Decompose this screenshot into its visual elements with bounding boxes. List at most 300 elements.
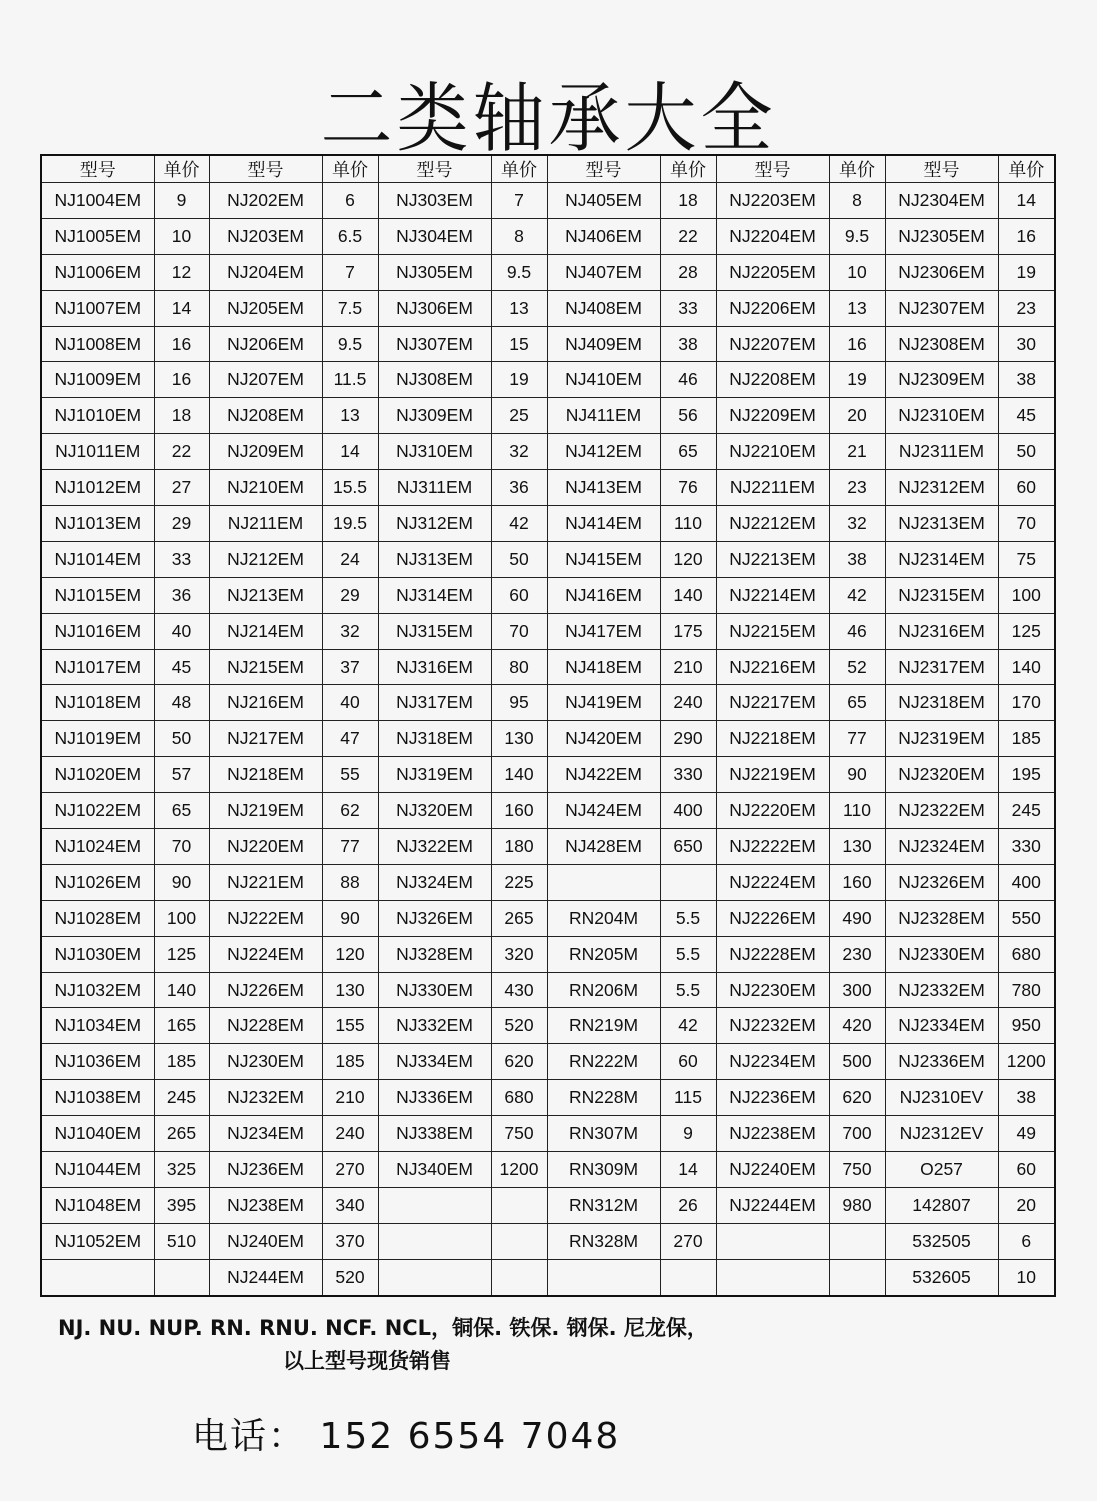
- price-cell: 700: [829, 1116, 885, 1152]
- model-cell: NJ217EM: [209, 721, 322, 757]
- model-cell: NJ1007EM: [41, 290, 154, 326]
- phone-number: 电话： 152 6554 7048: [192, 1416, 621, 1457]
- column-header-model: 型号: [885, 155, 998, 183]
- model-cell: NJ2336EM: [885, 1044, 998, 1080]
- price-cell: 42: [829, 577, 885, 613]
- model-cell: NJ2332EM: [885, 972, 998, 1008]
- price-cell: 27: [154, 470, 209, 506]
- price-cell: 1200: [491, 1152, 547, 1188]
- model-cell: NJ1022EM: [41, 793, 154, 829]
- model-cell: NJ2306EM: [885, 254, 998, 290]
- table-row: [41, 254, 1055, 290]
- model-cell: NJ1018EM: [41, 685, 154, 721]
- model-cell: NJ230EM: [209, 1044, 322, 1080]
- model-cell: NJ2216EM: [716, 649, 829, 685]
- model-cell: NJ409EM: [547, 326, 660, 362]
- model-cell: NJ1019EM: [41, 721, 154, 757]
- price-cell: [154, 1259, 209, 1296]
- model-cell: NJ207EM: [209, 362, 322, 398]
- price-cell: 46: [829, 613, 885, 649]
- model-cell: NJ2317EM: [885, 649, 998, 685]
- price-cell: 510: [154, 1223, 209, 1259]
- price-cell: 11.5: [322, 362, 378, 398]
- price-cell: 650: [660, 829, 716, 865]
- price-cell: 7: [322, 254, 378, 290]
- price-cell: 130: [829, 829, 885, 865]
- price-cell: [491, 1259, 547, 1296]
- model-cell: NJ316EM: [378, 649, 491, 685]
- model-cell: NJ306EM: [378, 290, 491, 326]
- price-cell: 65: [660, 434, 716, 470]
- price-cell: 22: [154, 434, 209, 470]
- price-cell: 19: [829, 362, 885, 398]
- model-cell: NJ1020EM: [41, 757, 154, 793]
- model-cell: NJ424EM: [547, 793, 660, 829]
- price-cell: 750: [829, 1152, 885, 1188]
- model-cell: NJ2234EM: [716, 1044, 829, 1080]
- price-cell: 395: [154, 1187, 209, 1223]
- model-cell: NJ2314EM: [885, 541, 998, 577]
- price-cell: 110: [660, 506, 716, 542]
- price-cell: 77: [829, 721, 885, 757]
- model-cell: RN222M: [547, 1044, 660, 1080]
- model-cell: NJ232EM: [209, 1080, 322, 1116]
- price-cell: 40: [154, 613, 209, 649]
- price-cell: 16: [154, 362, 209, 398]
- model-cell: NJ2309EM: [885, 362, 998, 398]
- price-cell: 37: [322, 649, 378, 685]
- price-cell: 290: [660, 721, 716, 757]
- model-cell: NJ324EM: [378, 864, 491, 900]
- model-cell: RN309M: [547, 1152, 660, 1188]
- model-cell: NJ1005EM: [41, 218, 154, 254]
- column-header-price: 单价: [998, 155, 1055, 183]
- price-cell: 45: [154, 649, 209, 685]
- price-cell: 240: [660, 685, 716, 721]
- model-cell: NJ2219EM: [716, 757, 829, 793]
- model-cell: NJ1052EM: [41, 1223, 154, 1259]
- model-cell: NJ1017EM: [41, 649, 154, 685]
- model-cell: NJ1048EM: [41, 1187, 154, 1223]
- table-row: [41, 326, 1055, 362]
- model-cell: NJ238EM: [209, 1187, 322, 1223]
- model-cell: [378, 1223, 491, 1259]
- model-cell: NJ422EM: [547, 757, 660, 793]
- table-row: [41, 721, 1055, 757]
- model-cell: RN205M: [547, 936, 660, 972]
- model-cell: NJ226EM: [209, 972, 322, 1008]
- price-cell: 77: [322, 829, 378, 865]
- price-cell: 340: [322, 1187, 378, 1223]
- price-cell: 130: [322, 972, 378, 1008]
- price-cell: 55: [322, 757, 378, 793]
- model-cell: NJ305EM: [378, 254, 491, 290]
- price-cell: 19: [998, 254, 1055, 290]
- model-cell: RN328M: [547, 1223, 660, 1259]
- model-cell: NJ2211EM: [716, 470, 829, 506]
- price-cell: 20: [998, 1187, 1055, 1223]
- model-cell: NJ414EM: [547, 506, 660, 542]
- column-header-price: 单价: [322, 155, 378, 183]
- model-cell: 532505: [885, 1223, 998, 1259]
- price-cell: 110: [829, 793, 885, 829]
- price-cell: 56: [660, 398, 716, 434]
- table-row: [41, 506, 1055, 542]
- price-cell: [491, 1223, 547, 1259]
- model-cell: NJ1036EM: [41, 1044, 154, 1080]
- table-row: [41, 685, 1055, 721]
- price-cell: 520: [322, 1259, 378, 1296]
- column-header-price: 单价: [660, 155, 716, 183]
- model-cell: [716, 1259, 829, 1296]
- price-cell: 38: [998, 1080, 1055, 1116]
- price-cell: 5.5: [660, 936, 716, 972]
- table-row: [41, 290, 1055, 326]
- price-cell: 15.5: [322, 470, 378, 506]
- model-cell: NJ206EM: [209, 326, 322, 362]
- price-cell: 170: [998, 685, 1055, 721]
- price-cell: 95: [491, 685, 547, 721]
- price-cell: 185: [322, 1044, 378, 1080]
- price-cell: 60: [660, 1044, 716, 1080]
- table-row: [41, 972, 1055, 1008]
- table-row: [41, 1223, 1055, 1259]
- price-cell: 10: [829, 254, 885, 290]
- model-cell: NJ219EM: [209, 793, 322, 829]
- price-cell: 140: [491, 757, 547, 793]
- column-header-model: 型号: [547, 155, 660, 183]
- table-row: [41, 541, 1055, 577]
- table-row: [41, 793, 1055, 829]
- model-cell: NJ309EM: [378, 398, 491, 434]
- price-cell: 680: [998, 936, 1055, 972]
- price-cell: 36: [154, 577, 209, 613]
- price-cell: 185: [154, 1044, 209, 1080]
- table-row: [41, 362, 1055, 398]
- model-cell: NJ1030EM: [41, 936, 154, 972]
- price-cell: 21: [829, 434, 885, 470]
- price-cell: 500: [829, 1044, 885, 1080]
- price-cell: 230: [829, 936, 885, 972]
- price-cell: 10: [154, 218, 209, 254]
- model-cell: RN312M: [547, 1187, 660, 1223]
- price-cell: 14: [660, 1152, 716, 1188]
- price-cell: 245: [998, 793, 1055, 829]
- model-cell: NJ2244EM: [716, 1187, 829, 1223]
- model-cell: NJ2230EM: [716, 972, 829, 1008]
- price-cell: 52: [829, 649, 885, 685]
- model-cell: NJ212EM: [209, 541, 322, 577]
- model-cell: RN206M: [547, 972, 660, 1008]
- column-header-model: 型号: [378, 155, 491, 183]
- model-cell: NJ1040EM: [41, 1116, 154, 1152]
- price-cell: 16: [154, 326, 209, 362]
- price-cell: 330: [660, 757, 716, 793]
- price-cell: 210: [660, 649, 716, 685]
- model-cell: NJ203EM: [209, 218, 322, 254]
- price-cell: 42: [491, 506, 547, 542]
- table-row: [41, 434, 1055, 470]
- column-header-price: 单价: [154, 155, 209, 183]
- price-cell: [660, 1259, 716, 1296]
- price-cell: 32: [322, 613, 378, 649]
- table-row: [41, 218, 1055, 254]
- price-cell: 60: [998, 470, 1055, 506]
- price-cell: 125: [154, 936, 209, 972]
- price-cell: 80: [491, 649, 547, 685]
- model-cell: RN219M: [547, 1008, 660, 1044]
- price-cell: 265: [154, 1116, 209, 1152]
- model-cell: NJ334EM: [378, 1044, 491, 1080]
- model-cell: NJ2207EM: [716, 326, 829, 362]
- price-cell: 400: [998, 864, 1055, 900]
- model-cell: NJ1015EM: [41, 577, 154, 613]
- model-cell: NJ1006EM: [41, 254, 154, 290]
- note-line-1: NJ. NU. NUP. RN. RNU. NCF. NCL，铜保. 铁保. 钢保. 尼龙保，: [58, 1316, 708, 1340]
- table-row: [41, 936, 1055, 972]
- price-cell: 9.5: [322, 326, 378, 362]
- model-cell: NJ208EM: [209, 398, 322, 434]
- model-cell: NJ1013EM: [41, 506, 154, 542]
- price-cell: 90: [829, 757, 885, 793]
- model-cell: NJ1026EM: [41, 864, 154, 900]
- model-cell: NJ416EM: [547, 577, 660, 613]
- table-row: [41, 757, 1055, 793]
- model-cell: NJ1034EM: [41, 1008, 154, 1044]
- model-cell: NJ415EM: [547, 541, 660, 577]
- model-cell: NJ2308EM: [885, 326, 998, 362]
- model-cell: 142807: [885, 1187, 998, 1223]
- price-cell: 19: [491, 362, 547, 398]
- model-cell: NJ2236EM: [716, 1080, 829, 1116]
- model-cell: NJ2326EM: [885, 864, 998, 900]
- price-cell: 60: [998, 1152, 1055, 1188]
- price-cell: 125: [998, 613, 1055, 649]
- price-cell: 620: [829, 1080, 885, 1116]
- model-cell: NJ1009EM: [41, 362, 154, 398]
- model-cell: NJ2324EM: [885, 829, 998, 865]
- model-cell: NJ2224EM: [716, 864, 829, 900]
- price-cell: 32: [829, 506, 885, 542]
- stock-note: [58, 1312, 708, 1378]
- price-cell: 140: [154, 972, 209, 1008]
- model-cell: NJ326EM: [378, 900, 491, 936]
- model-cell: RN204M: [547, 900, 660, 936]
- model-cell: NJ2226EM: [716, 900, 829, 936]
- model-cell: [378, 1187, 491, 1223]
- price-cell: 65: [829, 685, 885, 721]
- price-cell: 50: [998, 434, 1055, 470]
- model-cell: NJ308EM: [378, 362, 491, 398]
- price-cell: 100: [998, 577, 1055, 613]
- model-cell: NJ2334EM: [885, 1008, 998, 1044]
- price-cell: 420: [829, 1008, 885, 1044]
- model-cell: NJ2232EM: [716, 1008, 829, 1044]
- price-cell: 185: [998, 721, 1055, 757]
- model-cell: NJ2305EM: [885, 218, 998, 254]
- model-cell: NJ234EM: [209, 1116, 322, 1152]
- price-cell: 19.5: [322, 506, 378, 542]
- model-cell: NJ2319EM: [885, 721, 998, 757]
- model-cell: NJ236EM: [209, 1152, 322, 1188]
- model-cell: NJ213EM: [209, 577, 322, 613]
- model-cell: RN307M: [547, 1116, 660, 1152]
- table-row: [41, 1259, 1055, 1296]
- price-cell: 680: [491, 1080, 547, 1116]
- model-cell: NJ411EM: [547, 398, 660, 434]
- price-cell: 30: [998, 326, 1055, 362]
- model-cell: NJ1011EM: [41, 434, 154, 470]
- price-cell: 9: [660, 1116, 716, 1152]
- price-cell: 13: [322, 398, 378, 434]
- price-cell: 950: [998, 1008, 1055, 1044]
- price-cell: 40: [322, 685, 378, 721]
- price-cell: 225: [491, 864, 547, 900]
- price-cell: 62: [322, 793, 378, 829]
- price-cell: 160: [491, 793, 547, 829]
- model-cell: NJ2204EM: [716, 218, 829, 254]
- model-cell: NJ315EM: [378, 613, 491, 649]
- model-cell: NJ1016EM: [41, 613, 154, 649]
- model-cell: NJ428EM: [547, 829, 660, 865]
- price-cell: 10: [998, 1259, 1055, 1296]
- model-cell: NJ303EM: [378, 183, 491, 219]
- price-cell: [829, 1259, 885, 1296]
- price-cell: 13: [491, 290, 547, 326]
- model-cell: NJ2208EM: [716, 362, 829, 398]
- model-cell: NJ338EM: [378, 1116, 491, 1152]
- price-cell: 490: [829, 900, 885, 936]
- model-cell: NJ336EM: [378, 1080, 491, 1116]
- price-cell: 9.5: [491, 254, 547, 290]
- note-line-2: 以上型号现货销售: [283, 1349, 451, 1373]
- price-cell: 42: [660, 1008, 716, 1044]
- model-cell: NJ209EM: [209, 434, 322, 470]
- price-cell: 23: [998, 290, 1055, 326]
- price-cell: 750: [491, 1116, 547, 1152]
- price-cell: 70: [154, 829, 209, 865]
- model-cell: NJ2316EM: [885, 613, 998, 649]
- model-cell: [547, 864, 660, 900]
- table-row: [41, 1152, 1055, 1188]
- model-cell: NJ405EM: [547, 183, 660, 219]
- price-cell: 47: [322, 721, 378, 757]
- model-cell: NJ224EM: [209, 936, 322, 972]
- model-cell: NJ330EM: [378, 972, 491, 1008]
- model-cell: NJ406EM: [547, 218, 660, 254]
- table-header-row: [41, 155, 1055, 183]
- model-cell: NJ307EM: [378, 326, 491, 362]
- price-cell: 28: [660, 254, 716, 290]
- model-cell: NJ1024EM: [41, 829, 154, 865]
- model-cell: NJ410EM: [547, 362, 660, 398]
- price-cell: 240: [322, 1116, 378, 1152]
- model-cell: NJ2330EM: [885, 936, 998, 972]
- model-cell: NJ412EM: [547, 434, 660, 470]
- model-cell: NJ202EM: [209, 183, 322, 219]
- price-cell: 70: [998, 506, 1055, 542]
- model-cell: NJ1014EM: [41, 541, 154, 577]
- model-cell: [378, 1259, 491, 1296]
- model-cell: NJ1004EM: [41, 183, 154, 219]
- model-cell: O257: [885, 1152, 998, 1188]
- model-cell: NJ413EM: [547, 470, 660, 506]
- model-cell: NJ2203EM: [716, 183, 829, 219]
- model-cell: NJ322EM: [378, 829, 491, 865]
- model-cell: NJ332EM: [378, 1008, 491, 1044]
- model-cell: NJ418EM: [547, 649, 660, 685]
- price-cell: 32: [491, 434, 547, 470]
- price-cell: 65: [154, 793, 209, 829]
- table-row: [41, 470, 1055, 506]
- model-cell: NJ214EM: [209, 613, 322, 649]
- model-cell: NJ216EM: [209, 685, 322, 721]
- model-cell: NJ340EM: [378, 1152, 491, 1188]
- model-cell: NJ1032EM: [41, 972, 154, 1008]
- price-cell: 90: [322, 900, 378, 936]
- model-cell: NJ228EM: [209, 1008, 322, 1044]
- model-cell: NJ310EM: [378, 434, 491, 470]
- price-cell: 980: [829, 1187, 885, 1223]
- price-cell: 24: [322, 541, 378, 577]
- price-cell: 16: [829, 326, 885, 362]
- page-title: 二类轴承大全: [320, 73, 777, 163]
- model-cell: NJ2311EM: [885, 434, 998, 470]
- model-cell: NJ2313EM: [885, 506, 998, 542]
- table-row: [41, 183, 1055, 219]
- price-cell: 50: [491, 541, 547, 577]
- model-cell: NJ2209EM: [716, 398, 829, 434]
- model-cell: NJ2210EM: [716, 434, 829, 470]
- model-cell: NJ1008EM: [41, 326, 154, 362]
- price-cell: 175: [660, 613, 716, 649]
- model-cell: NJ2307EM: [885, 290, 998, 326]
- price-cell: 5.5: [660, 972, 716, 1008]
- price-cell: 6: [322, 183, 378, 219]
- table-row: [41, 398, 1055, 434]
- column-header-price: 单价: [491, 155, 547, 183]
- table-row: [41, 1187, 1055, 1223]
- price-cell: 16: [998, 218, 1055, 254]
- price-cell: 320: [491, 936, 547, 972]
- model-cell: NJ1028EM: [41, 900, 154, 936]
- price-cell: 15: [491, 326, 547, 362]
- price-cell: 100: [154, 900, 209, 936]
- model-cell: NJ2310EM: [885, 398, 998, 434]
- model-cell: NJ311EM: [378, 470, 491, 506]
- price-cell: 33: [660, 290, 716, 326]
- model-cell: NJ210EM: [209, 470, 322, 506]
- price-cell: 400: [660, 793, 716, 829]
- price-cell: 14: [322, 434, 378, 470]
- price-cell: 165: [154, 1008, 209, 1044]
- price-cell: 9: [154, 183, 209, 219]
- table-row: [41, 900, 1055, 936]
- price-cell: 325: [154, 1152, 209, 1188]
- model-cell: [716, 1223, 829, 1259]
- price-cell: 210: [322, 1080, 378, 1116]
- price-cell: 48: [154, 685, 209, 721]
- price-cell: 5.5: [660, 900, 716, 936]
- price-cell: 9.5: [829, 218, 885, 254]
- model-cell: NJ205EM: [209, 290, 322, 326]
- price-cell: 25: [491, 398, 547, 434]
- price-cell: 12: [154, 254, 209, 290]
- model-cell: NJ1012EM: [41, 470, 154, 506]
- price-cell: 38: [660, 326, 716, 362]
- price-cell: 520: [491, 1008, 547, 1044]
- model-cell: NJ2310EV: [885, 1080, 998, 1116]
